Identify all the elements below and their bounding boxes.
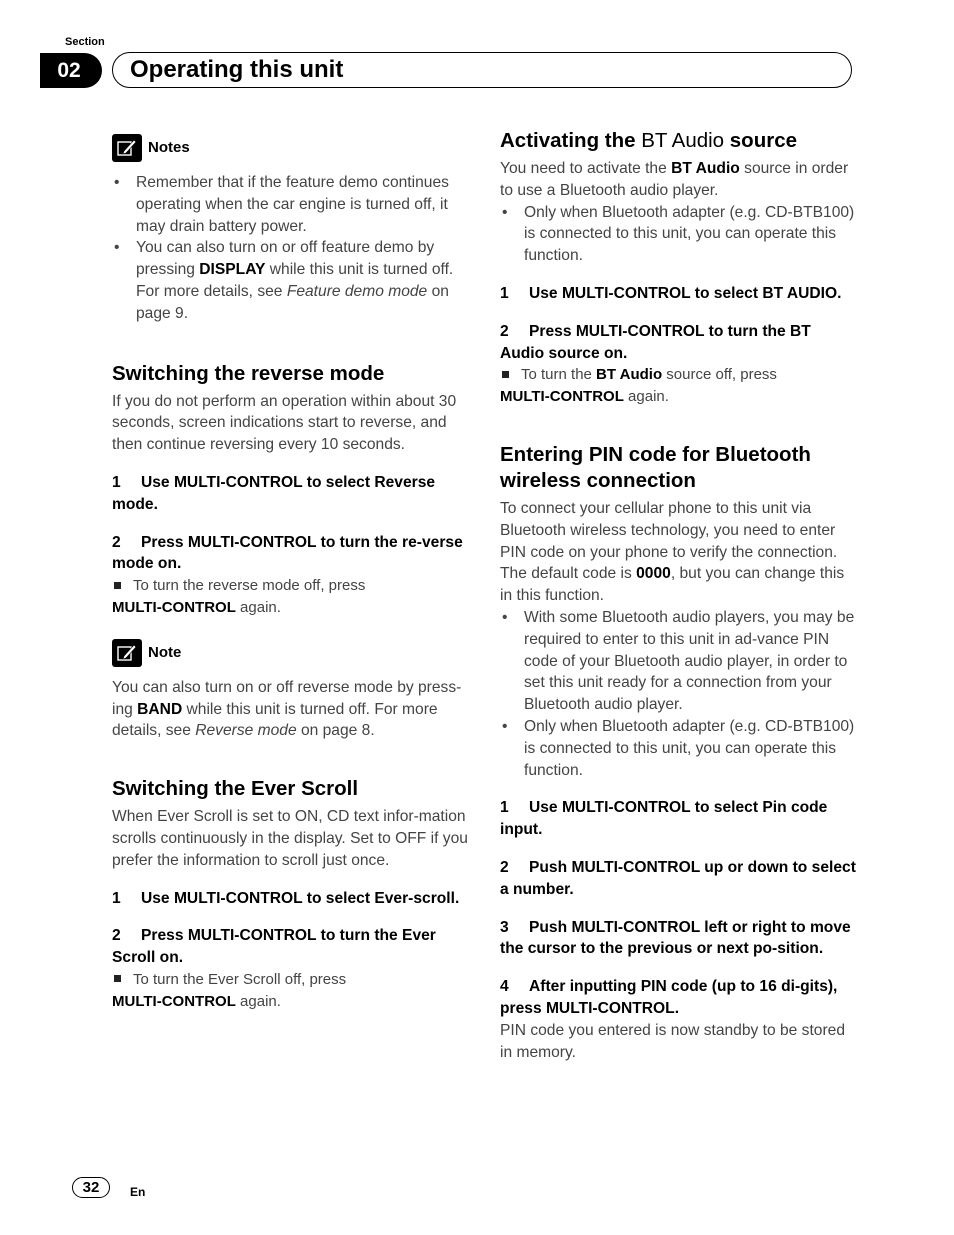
right-column <box>500 128 856 1063</box>
btaudio-heading: Activating the BT Audio source <box>500 129 797 152</box>
reverse-heading: Switching the reverse mode <box>112 361 385 385</box>
everscroll-step-1: 1 Use MULTI-CONTROL to select Ever-scroll. <box>112 889 460 907</box>
left-column <box>112 134 468 1013</box>
list-item: • You can also turn on or off feature demo by pressing DISPLAY while this unit is turned off. For more details, see Feature demo mode on page 9. <box>112 237 468 324</box>
btaudio-step-2: 2 Press MULTI-CONTROL to turn the BT Audio source on. <box>500 322 811 362</box>
pencil-note-icon <box>112 639 142 667</box>
btaudio-substep: To turn the BT Audio source off, press MULTI-CONTROL again. <box>500 366 777 406</box>
pin-step-3: 3 Push MULTI-CONTROL left or right to move the cursor to the previous or next po-sition. <box>500 918 851 958</box>
pin-step-1: 1 Use MULTI-CONTROL to select Pin code input. <box>500 799 828 839</box>
notes-header <box>112 134 468 162</box>
pin-heading: Entering PIN code for Bluetooth wireless connection <box>500 442 811 492</box>
pin-step-2: 2 Push MULTI-CONTROL up or down to select a number. <box>500 858 856 898</box>
notes-list <box>112 172 468 325</box>
section-label: Section <box>65 36 105 48</box>
everscroll-body: When Ever Scroll is set to ON, CD text infor-mation scrolls continuously in the display. Set to OFF if you prefer the information to scroll just once. <box>112 808 468 869</box>
pin-step-4: 4 After inputting PIN code (up to 16 di-gits), press MULTI-CONTROL. <box>500 978 838 1017</box>
section-number: 02 <box>40 53 102 88</box>
reverse-step-2: 2 Press MULTI-CONTROL to turn the re-verse mode on. <box>112 533 463 573</box>
list-item: • Remember that if the feature demo continues operating when the car engine is turned off, it may drain battery power. <box>112 172 468 237</box>
pin-body: To connect your cellular phone to this unit via Bluetooth wireless technology, you need to enter PIN code on your phone to verify the connection. The default code is 0000, but you can change this in this function. <box>500 499 845 605</box>
everscroll-heading: Switching the Ever Scroll <box>112 777 359 801</box>
pin-final: PIN code you entered is now standby to be stored in memory. <box>500 1021 846 1061</box>
btaudio-step-1: 1 Use MULTI-CONTROL to select BT AUDIO. <box>500 284 842 302</box>
reverse-substep: To turn the reverse mode off, press MULTI-CONTROL again. <box>112 577 366 616</box>
language-label: En <box>130 1185 146 1199</box>
note-header <box>112 639 468 667</box>
page-number: 32 <box>72 1177 110 1198</box>
list-item: • With some Bluetooth audio players, you may be required to enter to this unit in ad-vance PIN code of your Bluetooth audio player, in order to set this unit ready for a connection from your Bluetooth audio player. <box>500 607 856 716</box>
square-bullet-icon <box>114 582 121 589</box>
list-item: • Only when Bluetooth adapter (e.g. CD-BTB100) is connected to this unit, you can operate this function. <box>500 202 856 267</box>
pencil-note-icon <box>112 134 142 162</box>
page-title: Operating this unit <box>130 56 344 83</box>
reverse-step-1: 1 Use MULTI-CONTROL to select Reverse mode. <box>112 473 436 513</box>
note-body: You can also turn on or off reverse mode by press-ing BAND while this unit is turned off. For more details, see Reverse mode on page 8. <box>112 678 462 740</box>
pin-list <box>500 607 856 781</box>
square-bullet-icon <box>114 975 121 982</box>
btaudio-list <box>500 202 856 267</box>
btaudio-body: You need to activate the BT Audio source in order to use a Bluetooth audio player. <box>500 160 849 199</box>
list-item: • Only when Bluetooth adapter (e.g. CD-BTB100) is connected to this unit, you can operate this function. <box>500 716 856 781</box>
reverse-body: If you do not perform an operation within about 30 seconds, screen indications start to reverse, and then continue reversing every 10 seconds. <box>112 392 457 454</box>
square-bullet-icon <box>502 371 509 378</box>
note-label: Note <box>148 643 182 661</box>
notes-label: Notes <box>148 139 190 157</box>
everscroll-substep: To turn the Ever Scroll off, press MULTI-CONTROL again. <box>112 970 347 1010</box>
everscroll-step-2: 2 Press MULTI-CONTROL to turn the Ever Scroll on. <box>112 927 436 967</box>
